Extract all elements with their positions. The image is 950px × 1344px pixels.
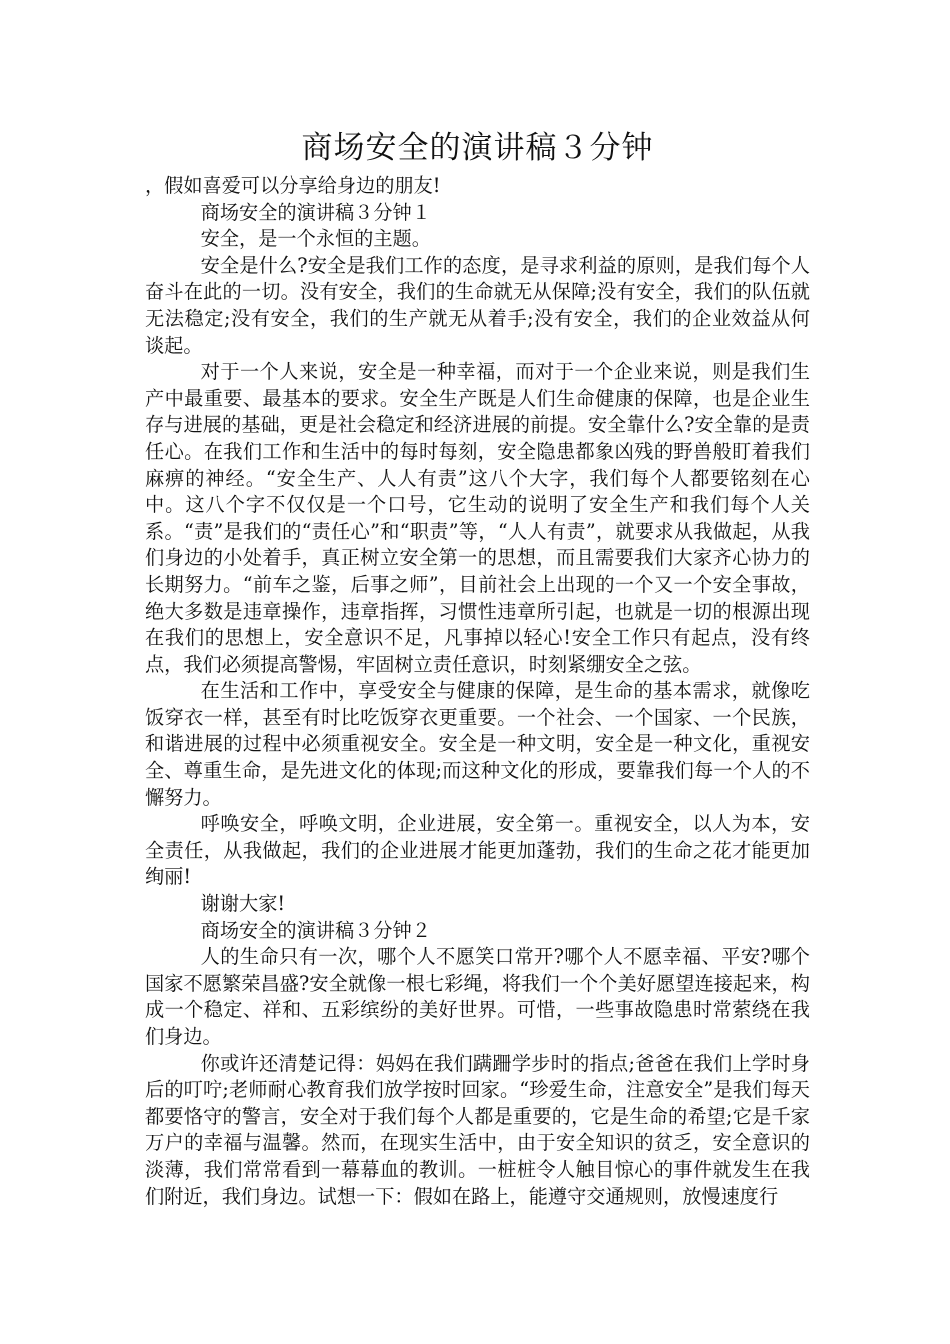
paragraph: 对于一个人来说，安全是一种幸福，而对于一个企业来说，则是我们生产中最重要、最基本的要求。安全生产既是人们生命健康的保障，也是企业生存与进展的基础，更是社会稳定和经济进展的前提。安全靠什么?安全靠的是责任心。在我们工作和生活中的每时每刻，安全隐患都象凶残的野兽般盯着我们麻痹的神经。“安全生产、人人有责”这八个大字，我们每个人都要铭刻在心中。这八个字不仅仅是一个口号，它生动的说明了安全生产和我们每个人关系。“责”是我们的“责任心”和“职责”等，“人人有责”，就要求从我做起，从我们身边的小处着手，真正树立安全第一的思想，而且需要我们大家齐心协力的长期努力。“前车之鉴，后事之师”，目前社会上出现的一个又一个安全事故，绝大多数是违章操作，违章指挥，习惯性违章所引起，也就是一切的根源出现在我们的思想上，安全意识不足，凡事掉以轻心!安全工作只有起点，没有终点，我们必须提高警惕，牢固树立责任意识，时刻紧绷安全之弦。 [145,360,810,676]
paragraph: 在生活和工作中，享受安全与健康的保障，是生命的基本需求，就像吃饭穿衣一样，甚至有时比吃饭穿衣更重要。一个社会、一个国家、一个民族，和谐进展的过程中必须重视安全。安全是一种文明，安全是一种文化，重视安全、尊重生命，是先进文化的体现;而这种文化的形成，要靠我们每一个人的不懈努力。 [145,679,810,809]
section-heading-1: 商场安全的演讲稿３分钟１ [200,200,431,224]
paragraph: 安全是什么?安全是我们工作的态度，是寻求利益的原则，是我们每个人奋斗在此的一切。没有安全，我们的生命就无从保障;没有安全，我们的队伍就无法稳定;没有安全，我们的生产就无从着手;没有安全，我们的企业效益从何谈起。 [145,253,810,357]
paragraph: 你或许还清楚记得：妈妈在我们蹒跚学步时的指点;爸爸在我们上学时身后的叮咛;老师耐心教育我们放学按时回家。“珍爱生命，注意安全”是我们每天都要恪守的警言，安全对于我们每个人都是重要的，它是生命的希望;它是千家万户的幸福与温馨。然而，在现实生活中，由于安全知识的贫乏，安全意识的淡薄，我们常常看到一幕幕血的教训。一桩桩令人触目惊心的事件就发生在我们附近，我们身边。试想一下：假如在路上，能遵守交通规则，放慢速度行 [145,1051,810,1208]
section-heading-2: 商场安全的演讲稿３分钟２ [200,918,431,942]
document-page [145,128,810,1210]
paragraph: 呼唤安全，呼唤文明，企业进展，安全第一。重视安全，以人为本，安全责任，从我做起，我们的企业进展才能更加蓬勃，我们的生命之花才能更加绚丽! [145,812,810,889]
intro-line: ，假如喜爱可以分享给身边的朋友! [145,174,441,197]
document-title: 商场安全的演讲稿３分钟 [301,130,654,166]
paragraph: 安全，是一个永恒的主题。 [200,227,431,251]
document-body [145,173,810,1210]
closing-line: 谢谢大家! [200,892,286,916]
paragraph: 人的生命只有一次，哪个人不愿笑口常开?哪个人不愿幸福、平安?哪个国家不愿繁荣昌盛?安全就像一根七彩绳，将我们一个个美好愿望连接起来，构成一个稳定、祥和、五彩缤纷的美好世界。可惜，一些事故隐患时常萦绕在我们身边。 [145,945,810,1048]
